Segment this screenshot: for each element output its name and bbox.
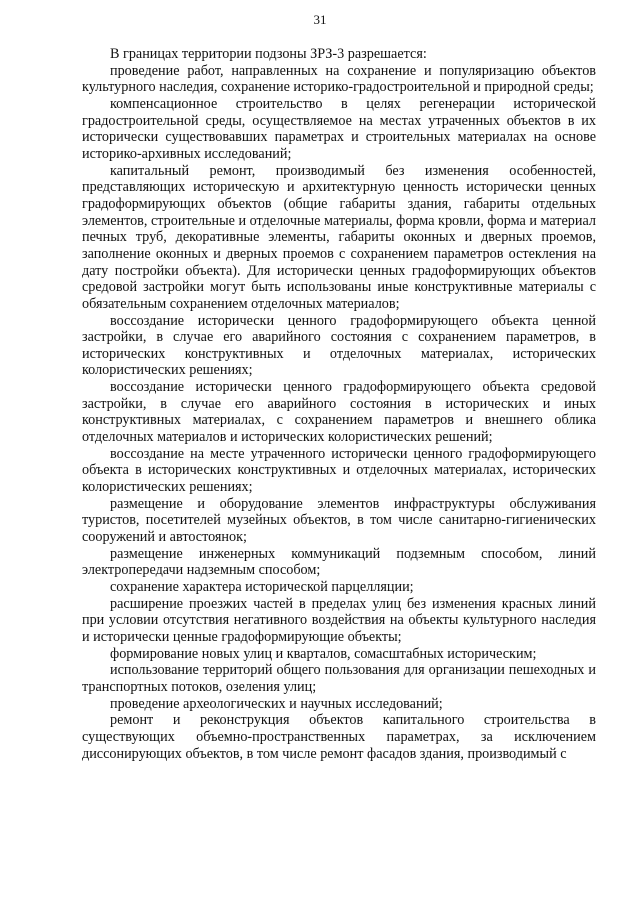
document-body [82, 46, 596, 762]
paragraph-intro: В границах территории подзоны ЗРЗ-3 разрешается: [110, 46, 427, 62]
paragraph-recreation-lost: воссоздание на месте утраченного исторически ценного градоформирующего объекта в исторических конструктивных и отделочных материалах, исторических колористических решениях; [82, 445, 596, 496]
paragraph-public-territories: использование территорий общего пользования для организации пешеходных и транспортных потоков, озеления улиц; [82, 662, 596, 695]
paragraph-archaeology: проведение археологических и научных исследований; [110, 695, 443, 712]
paragraph-recreation-valuable: воссоздание исторически ценного градоформирующего объекта ценной застройки, в случае его аварийного состояния с сохранением параметров, в исторических конструктивных и отделочных материалах, исторических колористических решениях; [82, 312, 596, 379]
paragraph-parcellation: сохранение характера исторической парцелляции; [110, 579, 414, 595]
paragraph-recreation-environmental: воссоздание исторически ценного градоформирующего объекта средовой застройки, в случае его аварийного состояния в исторических и иных конструктивных материалах, с сохранением параметров и внешнего облика отделочных материалов и исторических колористических решений; [82, 379, 596, 446]
paragraph-tourist-infrastructure: размещение и оборудование элементов инфраструктуры обслуживания туристов, посетителей музейных объектов, в том числе санитарно-гигиенических сооружений и автостоянок; [82, 495, 596, 546]
paragraph-capital-repair: капитальный ремонт, производимый без изменения особенностей, представляющих историческую и архитектурную ценность исторически ценных градоформирующих объектов (общие габариты здания, габариты отдельных элементов, строительные и отделочные материалы, форма кровли, форма и материал печных труб, декоративные элементы, габариты оконных и дверных проемов, заполнение оконных и дверных проемов с сохранением параметров остекления на дату постройки объекта). Для исторически ценных градоформирующих объектов средовой застройки могут быть использованы иные конструктивные материалы с обязательным сохранением отделочных материалов; [82, 162, 596, 312]
paragraph-repair-reconstruction: ремонт и реконструкция объектов капитального строительства в существующих объемно-пространственных параметрах, за исключением диссонирующих объектов, в том числе ремонт фасадов здания, производимый с [82, 712, 596, 762]
paragraph-conservation-works: проведение работ, направленных на сохранение и популяризацию объектов культурного наследия, сохранение историко-градостроительной и природной среды; [82, 62, 596, 96]
paragraph-roadway-widening: расширение проезжих частей в пределах улиц без изменения красных линий при условии отсутствия негативного воздействия на объекты культурного наследия и исторически ценные градоформирующие объекты; [82, 595, 596, 645]
page-number: 31 [313, 12, 327, 27]
paragraph-engineering-networks: размещение инженерных коммуникаций подземным способом, линий электропередачи надземным способом; [82, 545, 596, 579]
paragraph-compensatory-construction: компенсационное строительство в целях регенерации исторической градостроительной среды, осуществляемое на местах утраченных объектов в их исторически существовавших параметрах и строительных материалах на основе историко-архивных исследований; [82, 95, 596, 162]
paragraph-new-streets: формирование новых улиц и кварталов, сомасштабных историческим; [110, 645, 537, 662]
